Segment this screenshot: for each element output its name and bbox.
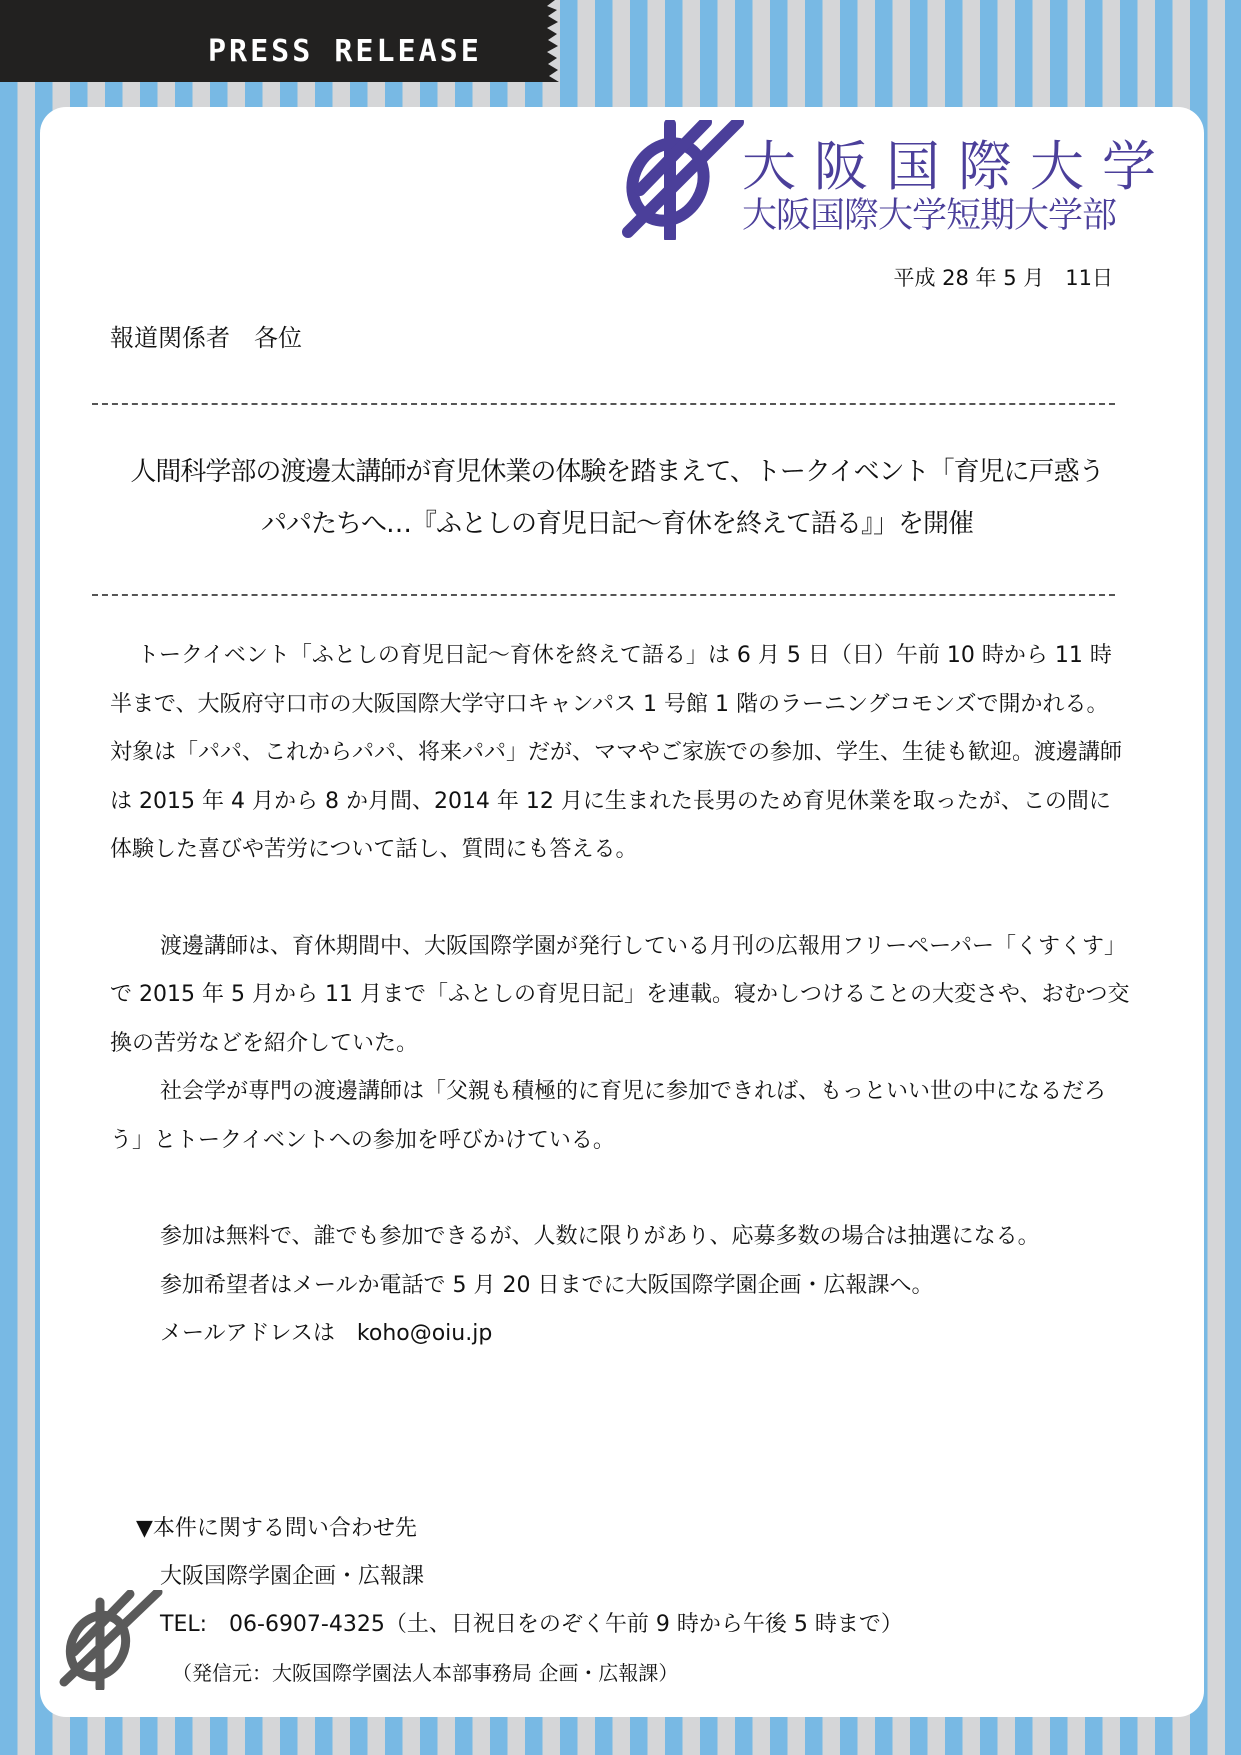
contact-heading: ▼本件に関する問い合わせ先 (136, 1516, 417, 1541)
headline-line-2: パパたちへ…『ふとしの育児日記～育休を終えて語る』」を開催 (260, 509, 973, 539)
footer-logo-icon (56, 1590, 166, 1690)
logo-university-name: 大阪国際大学 (742, 135, 1174, 198)
logo-college-name: 大阪国際大学短期大学部 (742, 196, 1117, 236)
divider-top (92, 403, 1115, 405)
paragraph-event-details: トークイベント「ふとしの育児日記～育休を終えて語る」は 6 月 5 日（日）午前 10 時から 11 時半まで、大阪府守口市の大阪国際大学守口キャンパス 1 号館 1 階のラーニングコモンズで開かれる。対象は「パパ、これからパパ、将来パパ」だが、ママやご家族での参加、学生、生徒も歓迎。渡邊講師は 2015 年 4 月から 8 か月間、2014 年 12 月に生まれた長男のため育児休業を取ったが、この間に体験した喜びや苦労について話し、質問にも答える。 (110, 643, 1123, 862)
contact-phone[interactable]: TEL: 06-6907-4325（土、日祝日をのぞく午前 9 時から午後 5 時まで） (160, 1612, 903, 1637)
banner-label: PRESS RELEASE (208, 34, 482, 69)
body-text (110, 632, 1130, 1359)
contact-section (136, 1505, 903, 1697)
contact-issuer: （発信元：大阪国際学園法人本部事務局 企画・広報課） (172, 1661, 679, 1685)
release-date: 平成 28 年 5 月 11日 (893, 266, 1113, 290)
divider-bottom (92, 594, 1115, 596)
headline (92, 446, 1142, 550)
contact-department: 大阪国際学園企画・広報課 (160, 1564, 425, 1589)
paragraph-column: 渡邊講師は、育休期間中、大阪国際学園が発行している月刊の広報用フリーペーパー「くすくす」で 2015 年 5 月から 11 月まで「ふとしの育児日記」を連載。寝かしつけることの大変さや、おむつ交換の苦労などを紹介していた。 (110, 933, 1130, 1056)
press-release-banner (0, 0, 545, 82)
addressee: 報道関係者 各位 (110, 324, 302, 352)
torn-edge-icon (545, 0, 561, 82)
paragraph-apply: 参加希望者はメールか電話で 5 月 20 日までに大阪国際学園企画・広報課へ。 (160, 1272, 934, 1298)
headline-line-1: 人間科学部の渡邊太講師が育児休業の体験を踏まえて、トークイベント「育児に戸惑う (130, 457, 1104, 487)
paragraph-fee: 参加は無料で、誰でも参加できるが、人数に限りがあり、応募多数の場合は抽選になる。 (160, 1224, 1040, 1249)
paragraph-quote: 社会学が専門の渡邊講師は「父親も積極的に育児に参加できれば、もっといい世の中になるだろう」とトークイベントへの参加を呼びかけている。 (110, 1079, 1107, 1153)
email-line[interactable]: メールアドレスは koho@oiu.jp (160, 1321, 493, 1346)
